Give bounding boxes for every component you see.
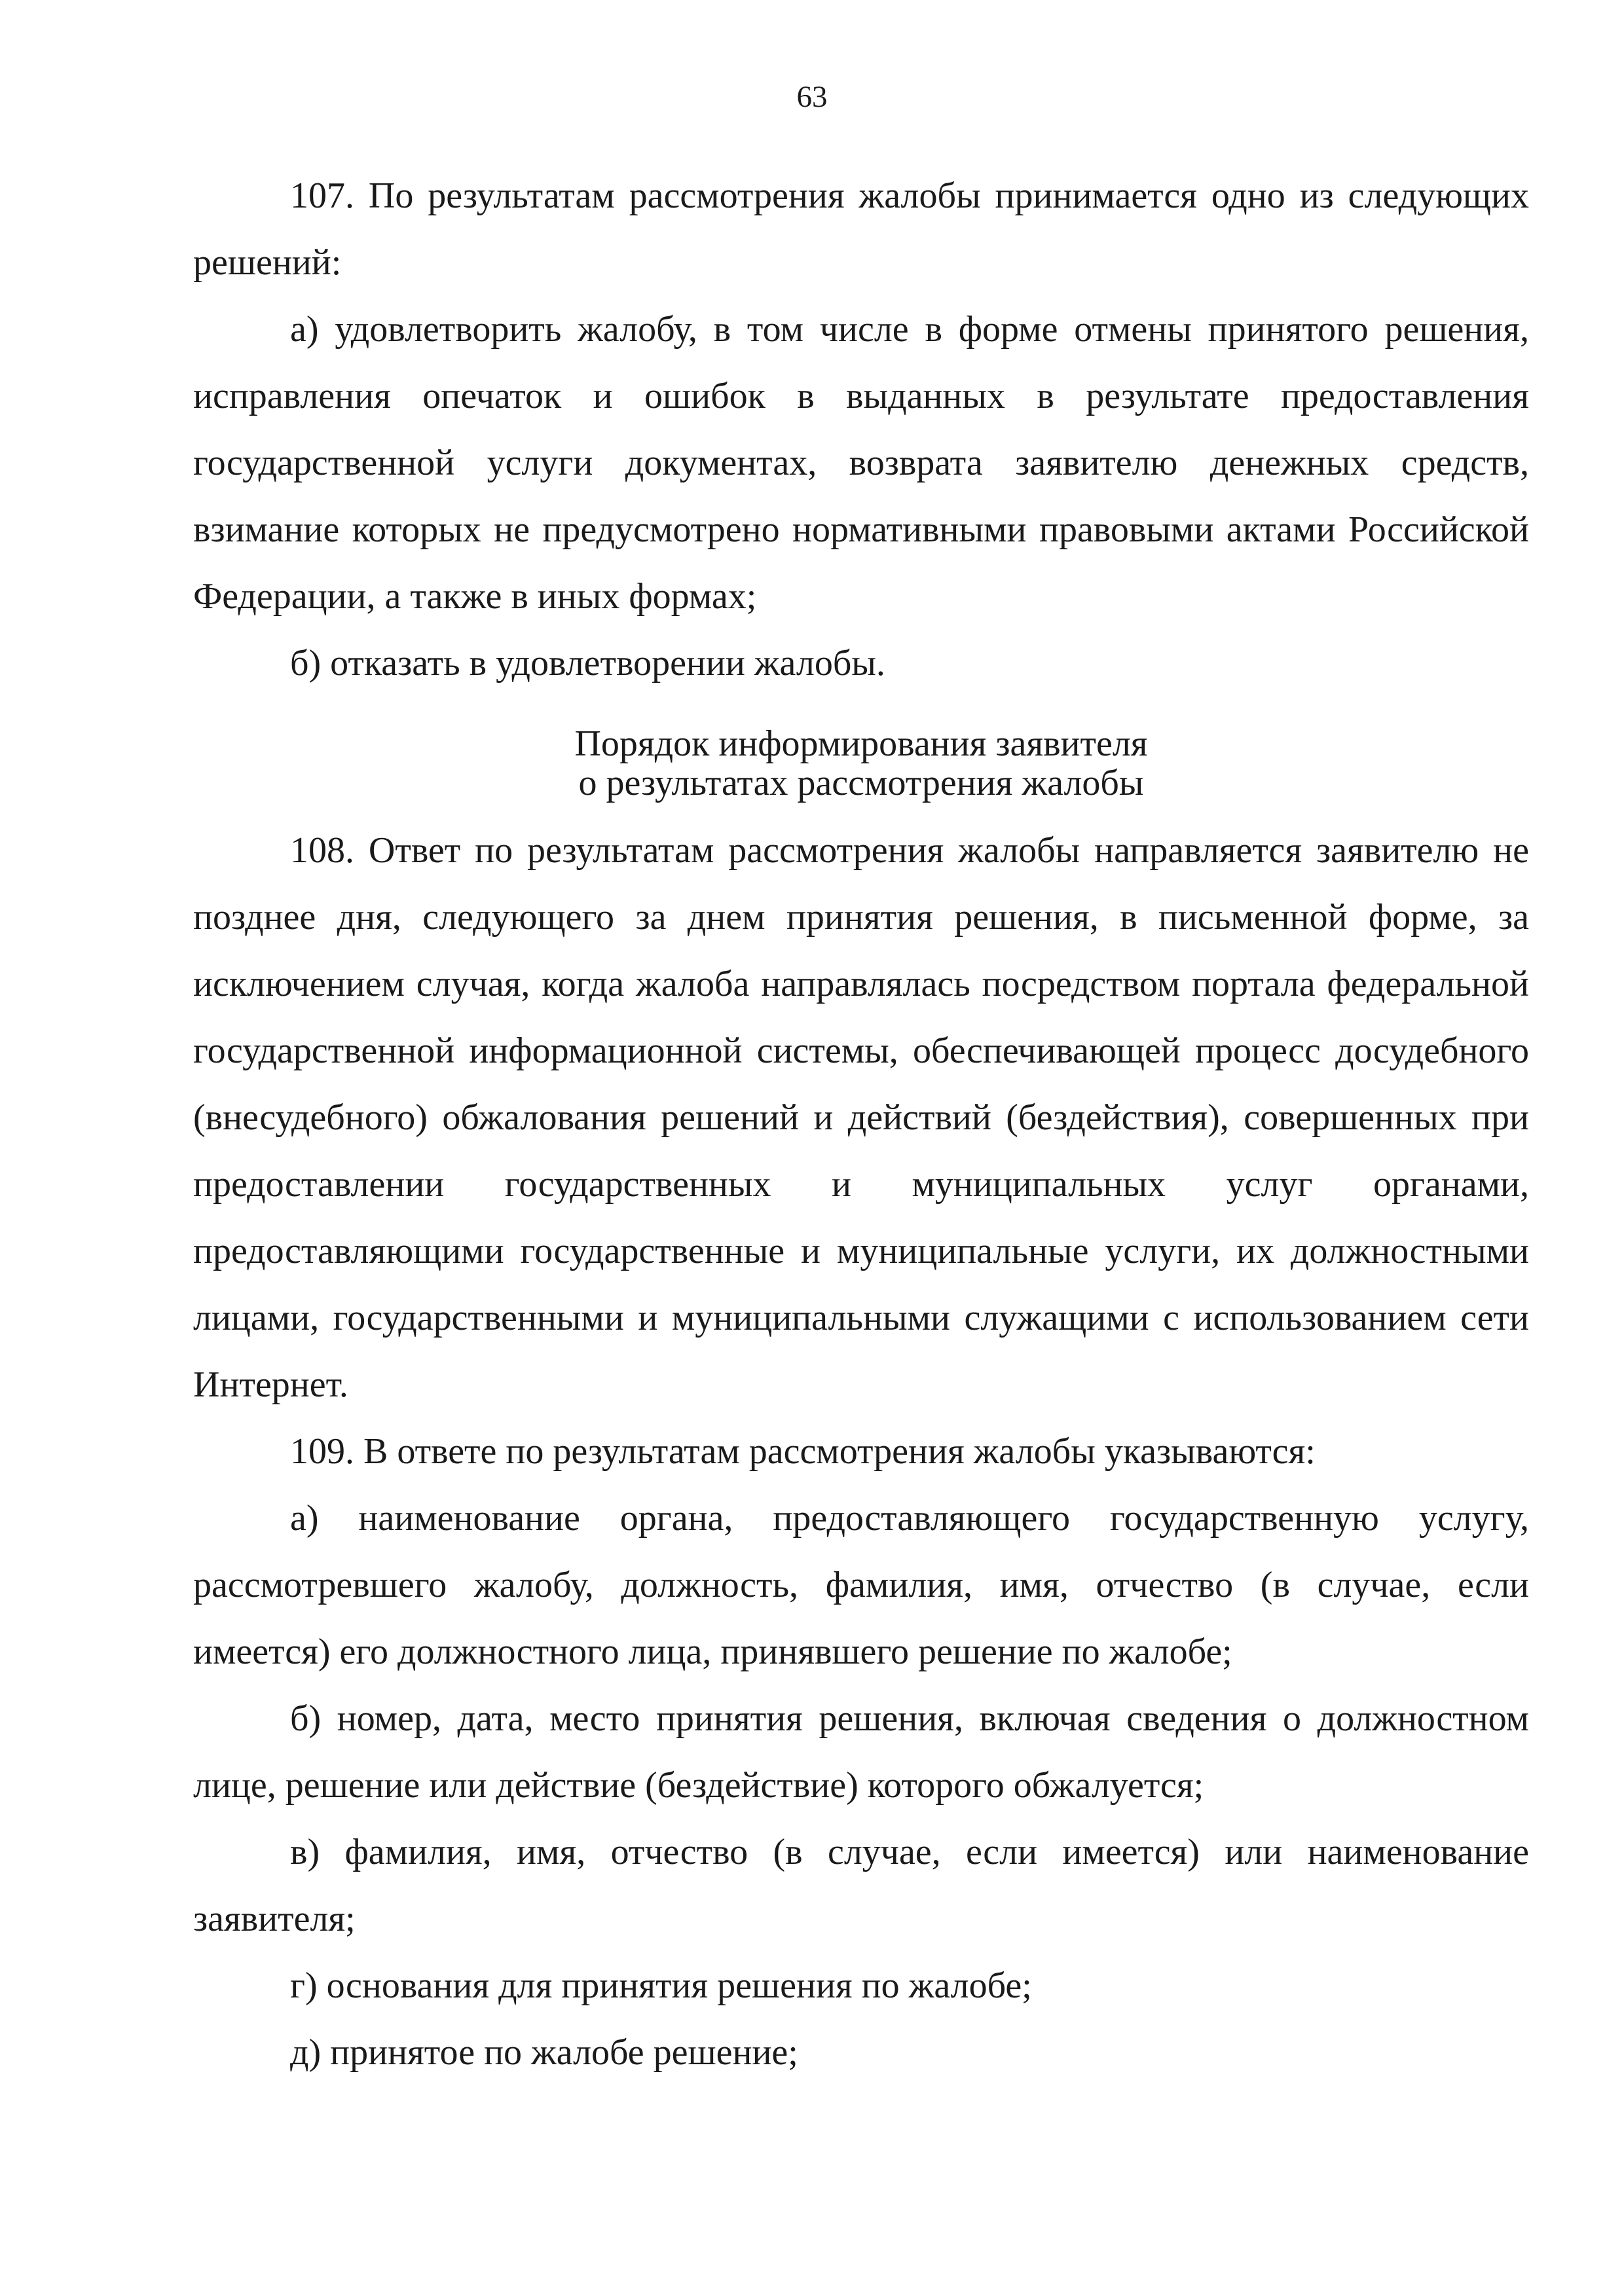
paragraph-109-d: д) принятое по жалобе решение;: [290, 2032, 798, 2073]
section-heading-line-2: о результатах рассмотрения жалобы: [578, 763, 1144, 803]
paragraph-107-b: б) отказать в удовлетворении жалобы.: [290, 643, 885, 683]
paragraph-109-g: г) основания для принятия решения по жалобе;: [290, 1965, 1032, 2006]
document-body: [193, 162, 1529, 2086]
paragraph-109-v: в) фамилия, имя, отчество (в случае, если имеется) или наименование заявителя;: [193, 1832, 1529, 1939]
paragraph-107-a: а) удовлетворить жалобу, в том числе в форме отмены принятого решения, исправления опечаток и ошибок в выданных в результате предоставления государственной услуги документах, возврата заявителю денежных средств, взимание которых не предусмотрено нормативными правовыми актами Российской Федерации, а также в иных формах;: [193, 309, 1529, 617]
paragraph-109-a: а) наименование органа, предоставляющего государственную услугу, рассмотревшего жалобу, должность, фамилия, имя, отчество (в случае, если имеется) его должностного лица, принявшего решение по жалобе;: [193, 1498, 1529, 1672]
paragraph-109: 109. В ответе по результатам рассмотрения жалобы указываются:: [290, 1431, 1316, 1472]
section-heading: [193, 724, 1529, 803]
paragraph-108: 108. Ответ по результатам рассмотрения жалобы направляется заявителю не позднее дня, следующего за днем принятия решения, в письменной форме, за исключением случая, когда жалоба направлялась посредством портала федеральной государственной информационной системы, обеспечивающей процесс досудебного (внесудебного) обжалования решений и действий (бездействия), совершенных при предоставлении государственных и муниципальных услуг органами, предоставляющими государственные и муниципальные услуги, их должностными лицами, государственными и муниципальными служащими с использованием сети Интернет.: [193, 830, 1529, 1405]
paragraph-109-b: б) номер, дата, место принятия решения, включая сведения о должностном лице, решение или действие (бездействие) которого обжалуется;: [193, 1698, 1529, 1806]
paragraph-107: 107. По результатам рассмотрения жалобы принимается одно из следующих решений:: [193, 175, 1529, 283]
page-number: 63: [796, 80, 828, 114]
section-heading-line-1: Порядок информирования заявителя: [574, 723, 1148, 764]
